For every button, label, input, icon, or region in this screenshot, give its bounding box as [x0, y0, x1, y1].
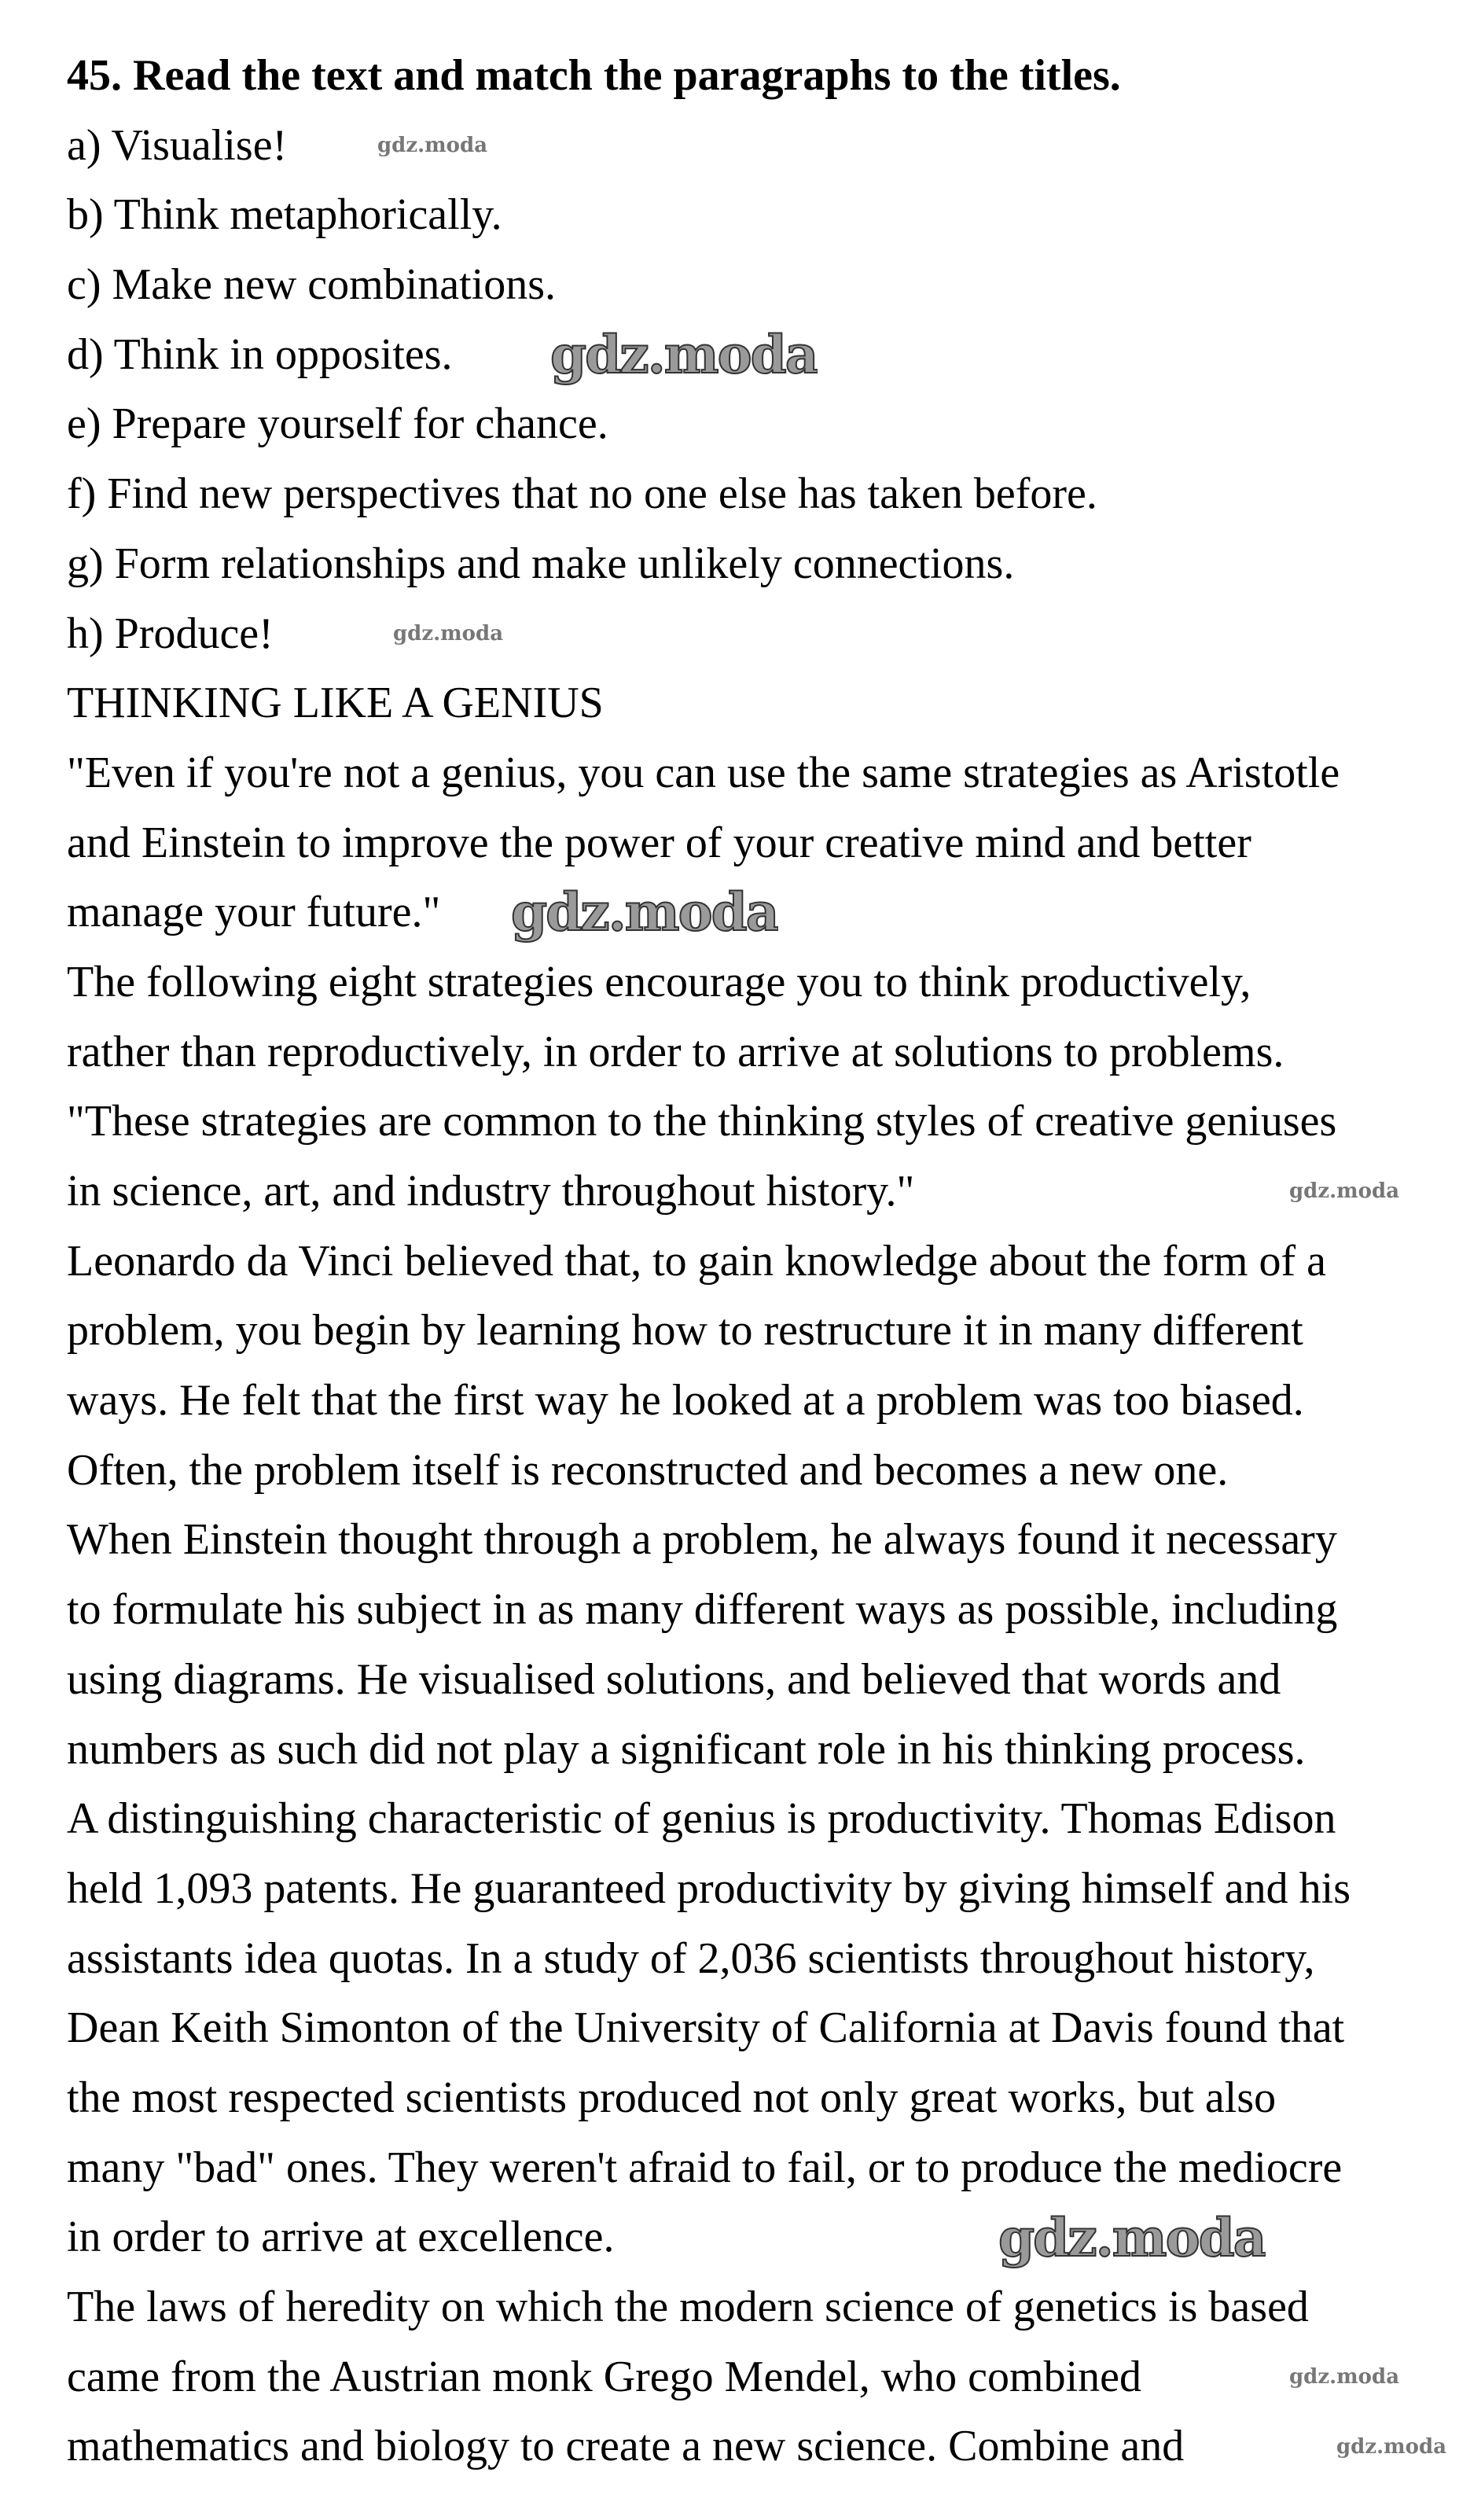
text-line: manage your future."	[67, 888, 441, 937]
title-option: d) Think in opposites.	[67, 329, 453, 379]
text-line: rather than reproductively, in order to arrive at solutions to problems.	[67, 1027, 1284, 1076]
text-line: mathematics and biology to create a new science. Combine and	[67, 2422, 1185, 2471]
text-line: in science, art, and industry throughout history."	[67, 1167, 915, 1216]
text-line: Dean Keith Simonton of the University of California at Davis found that	[67, 2003, 1345, 2053]
text-line: using diagrams. He visualised solutions, and believed that words and	[67, 1654, 1281, 1704]
title-option: a) Visualise!	[67, 120, 288, 170]
title-option: b) Think metaphorically.	[67, 190, 502, 240]
text-line: to formulate his subject in as many different ways as possible, including	[67, 1585, 1338, 1635]
text-line: ways. He felt that the first way he looked at a problem was too biased.	[67, 1376, 1304, 1426]
text-line: Leonardo da Vinci believed that, to gain knowledge about the form of a	[67, 1236, 1326, 1286]
text-line: "Even if you're not a genius, you can use the same strategies as Aristotle	[67, 748, 1340, 797]
watermark-logo: gdz.moda	[550, 324, 818, 385]
text-line: held 1,093 patents. He guaranteed productivity by giving himself and his	[67, 1863, 1351, 1913]
watermark-logo: gdz.moda	[393, 622, 504, 646]
title-option: g) Form relationships and make unlikely connections.	[67, 539, 1015, 588]
text-line: The following eight strategies encourage you to think productively,	[67, 957, 1251, 1006]
text-line: numbers as such did not play a significant role in his thinking process.	[67, 1724, 1306, 1774]
watermark-logo: gdz.moda	[1289, 2365, 1400, 2389]
text-line: The laws of heredity on which the modern science of genetics is based	[67, 2283, 1309, 2331]
watermark-logo: gdz.moda	[998, 2207, 1266, 2268]
exercise-heading: 45. Read the text and match the paragraphs to the titles.	[67, 51, 1121, 100]
text-line: assistants idea quotas. In a study of 2,036 scientists throughout history,	[67, 1933, 1315, 1983]
watermark-logo: gdz.moda	[511, 881, 778, 943]
text-line: came from the Austrian monk Grego Mendel, who combined	[67, 2352, 1141, 2401]
text-line: the most respected scientists produced not only great works, but also	[67, 2073, 1277, 2122]
text-line: in order to arrive at excellence.	[67, 2213, 615, 2262]
title-option: e) Prepare yourself for chance.	[67, 399, 608, 449]
watermark-logo: gdz.moda	[377, 134, 488, 157]
title-option: h) Produce!	[67, 609, 274, 658]
text-line: and Einstein to improve the power of your creative mind and better	[67, 818, 1251, 867]
text-line: many "bad" ones. They weren't afraid to fail, or to produce the mediocre	[67, 2143, 1343, 2192]
text-line: A distinguishing characteristic of genius is productivity. Thomas Edison	[67, 1794, 1336, 1844]
text-line: problem, you begin by learning how to restructure it in many different	[67, 1306, 1303, 1356]
text-line: "These strategies are common to the thinking styles of creative geniuses	[67, 1097, 1337, 1146]
title-option: c) Make new combinations.	[67, 260, 557, 310]
text-line: When Einstein thought through a problem, he always found it necessary	[67, 1515, 1337, 1565]
title-option: f) Find new perspectives that no one else has taken before.	[67, 469, 1097, 519]
text-title: THINKING LIKE A GENIUS	[67, 679, 604, 728]
watermark-logo: gdz.moda	[1336, 2435, 1447, 2459]
document	[67, 41, 1466, 2481]
text-line: Often, the problem itself is reconstructed and becomes a new one.	[67, 1445, 1229, 1495]
watermark-logo: gdz.moda	[1289, 1179, 1400, 1203]
